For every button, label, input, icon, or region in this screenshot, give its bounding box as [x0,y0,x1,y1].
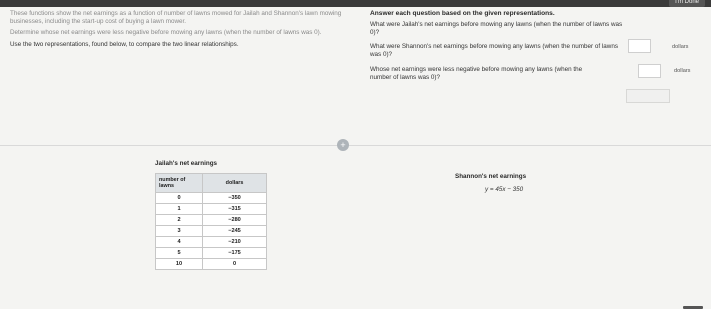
intro-panel [10,10,350,52]
table-row [156,259,267,270]
cell-lawns: 3 [156,226,203,237]
shannon-equation: y = 45x − 350 [485,186,524,193]
jailah-table [155,173,267,270]
cell-lawns: 1 [156,204,203,215]
table-row [156,215,267,226]
top-bar [0,0,711,7]
header-dollars: dollars [203,174,267,193]
jailah-table-title: Jailah's net earnings [155,160,218,167]
plus-circle-icon[interactable]: + [337,139,349,151]
shannon-title: Shannon's net earnings [455,173,527,180]
cell-dollars: −210 [203,237,267,248]
intro-paragraph-1: These functions show the net earnings as a function of number of lawns mowed for Jailah and Shannon's lawn mowing businesses, including the start-up cost of buying a lawn mower. [10,10,342,25]
cell-lawns: 2 [156,215,203,226]
questions-heading: Answer each question based on the given representations. [370,10,555,17]
q2-unit-label: dollars [674,68,691,74]
cell-dollars: −315 [203,204,267,215]
question-2: What were Shannon's net earnings before mowing any lawns (when the number of lawns was 0)? [370,43,618,58]
cell-lawns: 0 [156,193,203,204]
q1-unit-label: dollars [672,44,689,50]
question-3: Whose net earnings were less negative before mowing any lawns (when the number of lawns was 0)? [370,66,583,81]
table-header-row [156,174,267,193]
intro-paragraph-3: Use the two representations, found below, to compare the two linear relationships. [10,40,239,48]
cell-lawns: 4 [156,237,203,248]
table-row [156,204,267,215]
cell-dollars: −280 [203,215,267,226]
table-row [156,226,267,237]
q1-answer-input[interactable] [628,39,651,53]
table-row [156,237,267,248]
table-row [156,193,267,204]
header-number-of-lawns: number of lawns [156,174,203,193]
cell-lawns: 5 [156,248,203,259]
cell-lawns: 10 [156,259,203,270]
question-1: What were Jailah's net earnings before mowing any lawns (when the number of lawns was 0)? [370,21,623,36]
intro-paragraph-2: Determine whose net earnings were less negative before mowing any lawns (when the number of lawns was 0). [10,29,322,37]
cell-dollars: −350 [203,193,267,204]
cell-dollars: −245 [203,226,267,237]
q2-answer-input[interactable] [638,64,661,78]
cell-dollars: 0 [203,259,267,270]
im-done-button[interactable]: I'm Done [669,0,705,7]
q3-answer-dropdown[interactable] [626,89,670,103]
cell-dollars: −175 [203,248,267,259]
section-divider [0,145,711,146]
table-row [156,248,267,259]
